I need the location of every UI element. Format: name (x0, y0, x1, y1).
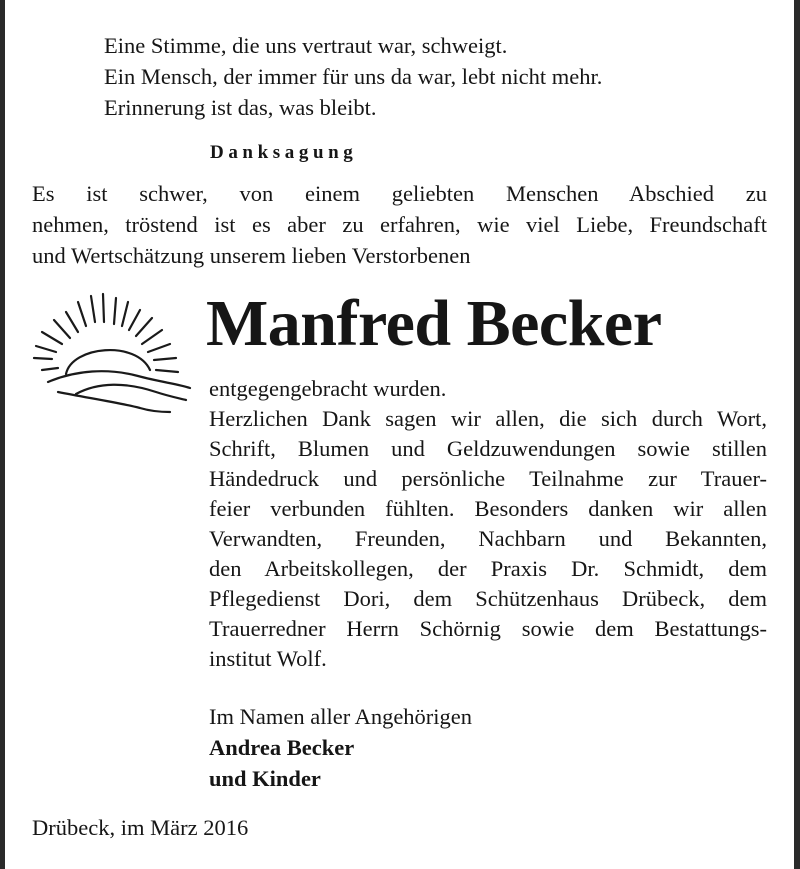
poem-line: Erinnerung ist das, was bleibt. (104, 95, 377, 120)
body-line: feier verbunden fühlten. Besonders danken wir allen (209, 496, 767, 521)
body-line: institut Wolf. (209, 646, 327, 671)
sunset-over-hills-icon (28, 284, 194, 426)
body-line: Trauerredner Herrn Schörnig sowie dem Bestattungs- (209, 616, 767, 641)
notice-heading: Danksagung (210, 142, 358, 163)
place-and-date: Drübeck, im März 2016 (32, 815, 249, 840)
body-line: Händedruck und persönliche Teilnahme zur Trauer- (209, 466, 767, 491)
left-border (0, 0, 5, 869)
intro-line: und Wertschätzung unserem lieben Verstorbenen (32, 243, 471, 268)
deceased-name: Manfred Becker (206, 287, 662, 360)
intro-paragraph (32, 178, 767, 271)
poem-line: Ein Mensch, der immer für uns da war, lebt nicht mehr. (104, 64, 603, 89)
signature-block (209, 701, 472, 794)
intro-line: Es ist schwer, von einem geliebten Menschen Abschied zu (32, 181, 767, 206)
body-line: Herzlichen Dank sagen wir allen, die sich durch Wort, (209, 406, 767, 431)
body-line: Pflegedienst Dori, dem Schützenhaus Drübeck, dem (209, 586, 767, 611)
thanks-paragraph (209, 374, 767, 674)
signature-intro: Im Namen aller Angehörigen (209, 704, 473, 729)
body-line: entgegengebracht wurden. (209, 376, 447, 401)
signatory-name: Andrea Becker (209, 735, 355, 760)
body-line: den Arbeitskollegen, der Praxis Dr. Schmidt, dem (209, 556, 767, 581)
intro-line: nehmen, tröstend ist es aber zu erfahren, wie viel Liebe, Freundschaft (32, 212, 767, 237)
poem-line: Eine Stimme, die uns vertraut war, schweigt. (104, 33, 508, 58)
right-border (794, 0, 800, 869)
memorial-poem (104, 30, 602, 123)
body-line: Schrift, Blumen und Geldzuwendungen sowie stillen (209, 436, 767, 461)
body-line: Verwandten, Freunden, Nachbarn und Bekannten, (209, 526, 767, 551)
signatory-family: und Kinder (209, 766, 321, 791)
